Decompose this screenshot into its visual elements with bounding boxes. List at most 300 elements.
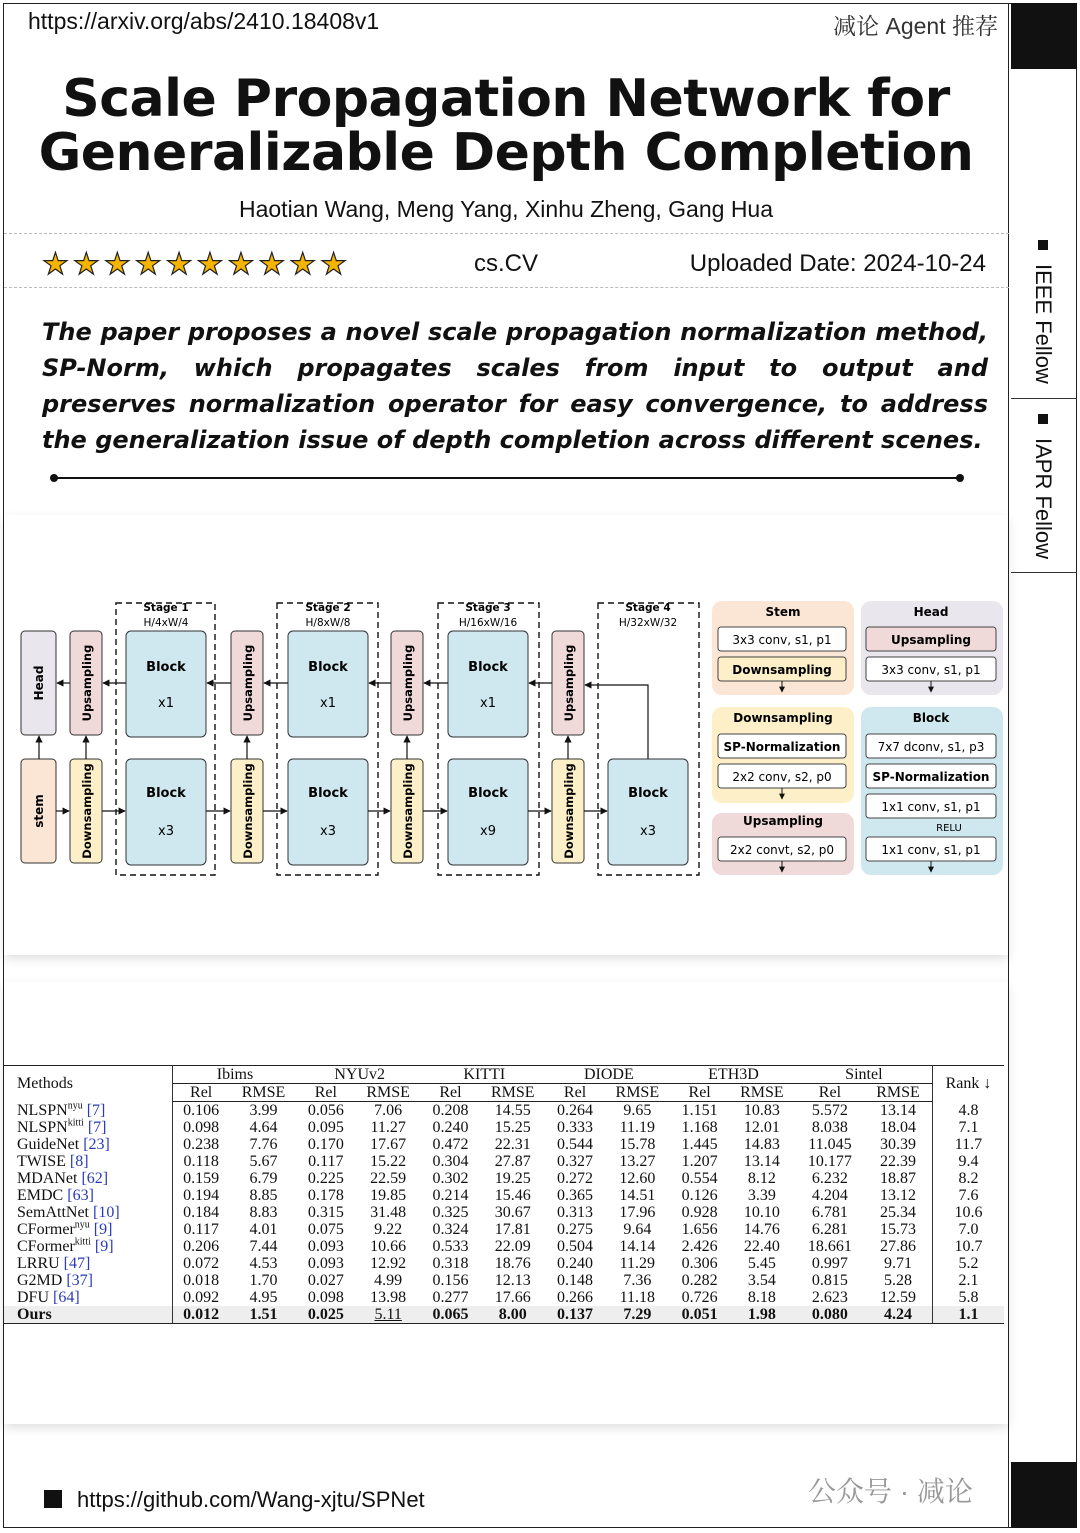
block-box: [608, 759, 688, 865]
value-cell: 0.240: [557, 1255, 594, 1272]
value-cell: 5.67: [249, 1153, 278, 1170]
value-cell: 0.206: [183, 1238, 220, 1255]
rank-cell: 4.8: [958, 1101, 979, 1119]
value-cell: 4.24: [864, 1306, 932, 1324]
side-tag-label: IAPR Fellow: [1031, 438, 1056, 560]
table-row: [4, 1170, 1004, 1187]
star-icon: ★: [196, 248, 224, 281]
value-cell: 0.184: [183, 1204, 220, 1221]
rank-cell: 8.2: [958, 1170, 979, 1187]
value-cell: 17.67: [370, 1136, 407, 1153]
value-cell: 1.51: [230, 1306, 298, 1324]
rank-header: Rank ↓: [932, 1066, 1004, 1102]
table-row: [4, 1153, 1004, 1170]
value-cell: 9.22: [374, 1221, 403, 1238]
block-mult: x3: [320, 824, 336, 839]
value-cell: 0.318: [432, 1255, 469, 1272]
value-cell: 13.98: [370, 1289, 407, 1306]
value-cell: 0.117: [308, 1153, 344, 1170]
stage-1-res: H/4xW/4: [143, 617, 189, 629]
value-cell: 3.54: [747, 1272, 776, 1289]
value-cell: 8.18: [747, 1289, 776, 1306]
legend-item-label: 3x3 conv, s1, p1: [732, 633, 832, 647]
stem-label: stem: [32, 794, 46, 828]
value-cell: 4.01: [249, 1221, 278, 1238]
value-cell: 22.40: [743, 1238, 780, 1255]
legend-item-label: 2x2 conv, s2, p0: [732, 770, 832, 784]
rank-cell: 10.7: [954, 1238, 983, 1255]
value-cell: 0.065: [422, 1306, 479, 1324]
value-cell: 12.01: [743, 1119, 780, 1136]
value-cell: 12.60: [619, 1170, 656, 1187]
legend-item-label: Downsampling: [732, 663, 832, 677]
value-cell: 0.018: [183, 1272, 220, 1289]
table-row: [4, 1102, 1004, 1120]
value-cell: 15.73: [864, 1221, 932, 1238]
rank-cell: 1.1: [932, 1306, 1004, 1324]
value-cell: 12.92: [370, 1255, 407, 1272]
value-cell: 14.83: [743, 1136, 780, 1153]
table-row: [4, 1255, 1004, 1272]
value-cell: 5.45: [747, 1255, 776, 1272]
value-cell: 4.53: [249, 1255, 278, 1272]
block-mult: x3: [640, 824, 656, 839]
value-cell: 0.554: [681, 1170, 718, 1187]
arxiv-url[interactable]: https://arxiv.org/abs/2410.18408v1: [28, 8, 380, 34]
dataset-header: KITTI: [422, 1066, 547, 1084]
method-cell: $NLSPN^{kitti}$ [7]: [4, 1119, 172, 1136]
value-cell: 7.36: [623, 1272, 652, 1289]
star-icon: ★: [103, 248, 131, 281]
block-box: [448, 759, 528, 865]
rank-cell: 5.2: [958, 1255, 979, 1272]
rank-cell: 2.1: [958, 1272, 979, 1289]
value-cell: 25.34: [864, 1204, 932, 1221]
table-row: [4, 1272, 1004, 1289]
metric-header: RMSE: [230, 1084, 298, 1102]
value-cell: 0.156: [432, 1272, 469, 1289]
value-cell: 6.79: [249, 1170, 278, 1187]
side-tag-ieee: [1030, 240, 1056, 384]
architecture-diagram: [4, 515, 1008, 955]
metric-header: Rel: [796, 1084, 864, 1102]
value-cell: 0.533: [432, 1238, 469, 1255]
value-cell: 6.232: [811, 1170, 848, 1187]
side-divider: [1011, 398, 1077, 399]
value-cell: 0.137: [547, 1306, 604, 1324]
value-cell: 0.159: [183, 1170, 220, 1187]
dataset-header: ETH3D: [671, 1066, 796, 1084]
rank-cell: 9.4: [958, 1153, 979, 1170]
downsampling-label: Downsampling: [241, 763, 255, 859]
metric-header: RMSE: [728, 1084, 796, 1102]
method-cell: $NLSPN^{nyu}$ [7]: [4, 1102, 172, 1120]
legend-downsampling-title: Downsampling: [733, 711, 833, 725]
value-cell: 0.365: [557, 1187, 594, 1204]
block-mult: x3: [158, 824, 174, 839]
value-cell: 1.168: [681, 1119, 718, 1136]
value-cell: 1.70: [249, 1272, 278, 1289]
value-cell: 0.327: [557, 1153, 594, 1170]
value-cell: 0.214: [432, 1187, 469, 1204]
stage-2-res: H/8xW/8: [305, 617, 351, 629]
value-cell: 0.333: [557, 1119, 594, 1136]
corner-block-top: [1011, 3, 1077, 69]
legend-item-label: 1x1 conv, s1, p1: [881, 843, 981, 857]
separator-dot: [956, 474, 964, 482]
value-cell: 0.997: [811, 1255, 848, 1272]
value-cell: 10.177: [807, 1153, 852, 1170]
divider: [4, 287, 1009, 288]
value-cell: 8.00: [479, 1306, 547, 1324]
stage-4-res: H/32xW/32: [618, 617, 678, 629]
stage-4-label: Stage 4: [625, 602, 671, 614]
value-cell: 1.445: [681, 1136, 718, 1153]
downsampling-label: Downsampling: [562, 763, 576, 859]
table-row: [4, 1136, 1004, 1153]
rank-cell: 7.1: [958, 1119, 979, 1136]
method-cell: TWISE [8]: [4, 1153, 172, 1170]
value-cell: 0.544: [557, 1136, 594, 1153]
rank-cell: 7.6: [958, 1187, 979, 1204]
value-cell: 4.204: [811, 1187, 848, 1204]
category-label: cs.CV: [474, 250, 539, 277]
value-cell: 3.99: [249, 1102, 278, 1119]
stage4-return-arrow: [585, 685, 648, 759]
value-cell: 3.39: [747, 1187, 776, 1204]
legend-item-label: 1x1 conv, s1, p1: [881, 800, 981, 814]
upsampling-label: Upsampling: [562, 644, 576, 722]
value-cell: 11.18: [619, 1289, 656, 1306]
value-cell: 30.67: [494, 1204, 531, 1221]
value-cell: 1.98: [728, 1306, 796, 1324]
block-mult: x1: [158, 696, 174, 711]
value-cell: 0.306: [681, 1255, 718, 1272]
value-cell: 0.282: [681, 1272, 718, 1289]
metric-header: Rel: [297, 1084, 354, 1102]
star-icon: ★: [72, 248, 100, 281]
value-cell: 4.64: [249, 1119, 278, 1136]
value-cell: 22.31: [494, 1136, 531, 1153]
value-cell: 13.12: [864, 1187, 932, 1204]
value-cell: 22.09: [494, 1238, 531, 1255]
value-cell: 8.038: [811, 1119, 848, 1136]
metric-header: Rel: [172, 1084, 230, 1102]
value-cell: 17.66: [494, 1289, 531, 1306]
value-cell: 0.106: [183, 1102, 220, 1119]
architecture-figure-panel: [4, 515, 1008, 955]
method-cell: CFormer$^{nyu}$ [9]: [4, 1221, 172, 1238]
method-cell: G2MD [37]: [4, 1272, 172, 1289]
star-icon: ★: [289, 248, 317, 281]
legend-item-label: SP-Normalization: [723, 740, 841, 754]
value-cell: 1.151: [681, 1102, 718, 1119]
square-bullet-icon: [44, 1490, 62, 1508]
value-cell: 0.302: [432, 1170, 469, 1187]
table-row: [4, 1238, 1004, 1255]
value-cell: 0.726: [681, 1289, 718, 1306]
value-cell: 14.14: [619, 1238, 656, 1255]
square-bullet-icon: [1038, 414, 1048, 424]
legend-head-title: Head: [913, 605, 949, 619]
value-cell: 0.238: [183, 1136, 220, 1153]
value-cell: 10.66: [370, 1238, 407, 1255]
value-cell: 12.59: [864, 1289, 932, 1306]
value-cell: 0.325: [432, 1204, 469, 1221]
dataset-header: DIODE: [547, 1066, 672, 1084]
rank-cell: 10.6: [954, 1204, 983, 1221]
value-cell: 1.207: [681, 1153, 718, 1170]
value-cell: 0.504: [557, 1238, 594, 1255]
value-cell: 0.272: [557, 1170, 594, 1187]
value-cell: 5.28: [864, 1272, 932, 1289]
separator-line: [54, 477, 961, 479]
legend-item-label: 7x7 dconv, s1, p3: [877, 740, 985, 754]
value-cell: 14.51: [619, 1187, 656, 1204]
table-row: [4, 1204, 1004, 1221]
value-cell: 6.281: [811, 1221, 848, 1238]
value-cell: 9.71: [864, 1255, 932, 1272]
value-cell: 0.056: [307, 1102, 344, 1119]
value-cell: 17.96: [619, 1204, 656, 1221]
value-cell: 0.080: [796, 1306, 864, 1324]
value-cell: 13.14: [864, 1102, 932, 1120]
value-cell: 0.092: [183, 1289, 220, 1306]
separator-dot: [50, 474, 58, 482]
value-cell: 9.65: [623, 1102, 652, 1119]
value-cell: 13.14: [743, 1153, 780, 1170]
table-row: [4, 1221, 1004, 1238]
methods-header: Methods: [4, 1066, 172, 1102]
star-icon: ★: [227, 248, 255, 281]
head-label: Head: [32, 665, 46, 701]
value-cell: 7.44: [249, 1238, 278, 1255]
value-cell: 11.27: [370, 1119, 406, 1136]
value-cell: 22.39: [864, 1153, 932, 1170]
value-cell: 5.11: [354, 1306, 422, 1324]
value-cell: 0.117: [183, 1221, 219, 1238]
value-cell: 9.64: [623, 1221, 652, 1238]
value-cell: 31.48: [370, 1204, 407, 1221]
corner-block-bottom: [1011, 1462, 1077, 1528]
star-icon: ★: [165, 248, 193, 281]
results-table: [4, 1065, 1004, 1324]
value-cell: 11.29: [619, 1255, 656, 1272]
value-cell: 0.815: [811, 1272, 848, 1289]
value-cell: 27.86: [864, 1238, 932, 1255]
paper-title: [0, 69, 1012, 183]
block-mult: x1: [480, 696, 496, 711]
value-cell: 0.095: [307, 1119, 344, 1136]
value-cell: 0.012: [172, 1306, 230, 1324]
side-tag-iapr: [1030, 414, 1056, 559]
value-cell: 0.264: [557, 1102, 594, 1119]
block-mult: x9: [480, 824, 496, 839]
block-label: Block: [146, 786, 186, 801]
value-cell: 10.83: [743, 1102, 780, 1119]
block-label: Block: [308, 786, 348, 801]
metric-header: RMSE: [864, 1084, 932, 1102]
star-icon: ★: [134, 248, 162, 281]
method-cell: MDANet [62]: [4, 1170, 172, 1187]
value-cell: 0.225: [307, 1170, 344, 1187]
legend-block-title: Block: [912, 711, 950, 725]
block-box: [288, 631, 368, 737]
value-cell: 0.472: [432, 1136, 469, 1153]
block-mult: x1: [320, 696, 336, 711]
dataset-header: Ibims: [172, 1066, 297, 1084]
dataset-header: NYUv2: [297, 1066, 422, 1084]
value-cell: 12.13: [494, 1272, 531, 1289]
value-cell: 27.87: [494, 1153, 531, 1170]
block-box: [126, 759, 206, 865]
github-link[interactable]: https://github.com/Wang-xjtu/SPNet: [77, 1487, 425, 1512]
stage-2-label: Stage 2: [305, 602, 351, 614]
value-cell: 0.315: [307, 1204, 344, 1221]
value-cell: 7.06: [374, 1102, 403, 1119]
block-box: [288, 759, 368, 865]
value-cell: 2.426: [681, 1238, 718, 1255]
metric-header: Rel: [422, 1084, 479, 1102]
rank-cell: 7.0: [958, 1221, 979, 1238]
value-cell: 13.27: [619, 1153, 656, 1170]
value-cell: 0.025: [297, 1306, 354, 1324]
value-cell: 0.051: [671, 1306, 728, 1324]
title-line-2: Generalizable Depth Completion: [38, 123, 974, 183]
value-cell: 0.266: [557, 1289, 594, 1306]
divider: [4, 233, 1009, 234]
value-cell: 14.55: [494, 1102, 531, 1119]
value-cell: 0.194: [183, 1187, 220, 1204]
legend-item-label: SP-Normalization: [872, 770, 990, 784]
value-cell: 0.118: [183, 1153, 219, 1170]
value-cell: 17.81: [494, 1221, 531, 1238]
value-cell: 18.87: [864, 1170, 932, 1187]
value-cell: 4.99: [374, 1272, 403, 1289]
method-cell: GuideNet [23]: [4, 1136, 172, 1153]
side-divider: [1011, 572, 1077, 573]
paper-summary: The paper proposes a novel scale propagation normalization method, SP-Norm, which propagates scales from input to output and preserves normalization operator for easy convergence, to address the generalization issue of depth completion across different scenes.: [42, 318, 988, 454]
value-cell: 8.12: [747, 1170, 776, 1187]
value-cell: 0.027: [307, 1272, 344, 1289]
value-cell: 15.22: [370, 1153, 407, 1170]
downsampling-label: Downsampling: [401, 763, 415, 859]
table-row: [4, 1306, 1004, 1324]
value-cell: 0.324: [432, 1221, 469, 1238]
agent-label: 减论 Agent 推荐: [833, 13, 998, 39]
upsampling-label: Upsampling: [80, 644, 94, 722]
value-cell: 0.170: [307, 1136, 344, 1153]
value-cell: 0.313: [557, 1204, 594, 1221]
star-icon: ★: [258, 248, 286, 281]
value-cell: 14.76: [743, 1221, 780, 1238]
block-label: Block: [146, 660, 186, 675]
upsampling-label: Upsampling: [401, 644, 415, 722]
value-cell: 1.656: [681, 1221, 718, 1238]
value-cell: 30.39: [864, 1136, 932, 1153]
value-cell: 10.10: [743, 1204, 780, 1221]
metric-header: RMSE: [479, 1084, 547, 1102]
value-cell: 0.928: [681, 1204, 718, 1221]
method-cell: Ours: [4, 1306, 172, 1324]
value-cell: 0.075: [307, 1221, 344, 1238]
watermark: 公众号 · 减论: [808, 1476, 973, 1507]
value-cell: 19.85: [370, 1187, 407, 1204]
legend-item-label: 2x2 convt, s2, p0: [730, 843, 834, 857]
block-label: Block: [308, 660, 348, 675]
value-cell: 7.29: [603, 1306, 671, 1324]
value-cell: 0.093: [307, 1255, 344, 1272]
rank-cell: 11.7: [954, 1136, 983, 1153]
value-cell: 22.59: [370, 1170, 407, 1187]
value-cell: 0.275: [557, 1221, 594, 1238]
value-cell: 2.623: [811, 1289, 848, 1306]
value-cell: 18.661: [807, 1238, 852, 1255]
legend-item-label: 3x3 conv, s1, p1: [881, 663, 981, 677]
metric-header: Rel: [547, 1084, 604, 1102]
legend-item-label: Upsampling: [890, 633, 972, 647]
side-tag-label: IEEE Fellow: [1031, 264, 1056, 384]
value-cell: 8.85: [249, 1187, 278, 1204]
legend-item-label: RELU: [936, 823, 962, 834]
value-cell: 11.045: [808, 1136, 852, 1153]
downsampling-label: Downsampling: [80, 763, 94, 859]
value-cell: 0.126: [681, 1187, 718, 1204]
method-cell: EMDC [63]: [4, 1187, 172, 1204]
metric-header: RMSE: [603, 1084, 671, 1102]
value-cell: 7.76: [249, 1136, 278, 1153]
value-cell: 15.25: [494, 1119, 531, 1136]
legend-stem-title: Stem: [765, 605, 801, 619]
metric-header: Rel: [671, 1084, 728, 1102]
rating-stars: [42, 250, 347, 280]
table-row: [4, 1289, 1004, 1306]
value-cell: 18.76: [494, 1255, 531, 1272]
value-cell: 0.098: [183, 1119, 220, 1136]
upsampling-label: Upsampling: [241, 644, 255, 722]
dataset-header: Sintel: [796, 1066, 933, 1084]
star-icon: ★: [42, 248, 69, 281]
title-line-1: Scale Propagation Network for: [62, 69, 950, 129]
value-cell: 0.072: [183, 1255, 220, 1272]
upload-date: Uploaded Date: 2024-10-24: [689, 250, 986, 277]
value-cell: 8.83: [249, 1204, 278, 1221]
value-cell: 0.304: [432, 1153, 469, 1170]
value-cell: 19.25: [494, 1170, 531, 1187]
block-box: [448, 631, 528, 737]
value-cell: 15.78: [619, 1136, 656, 1153]
value-cell: 0.178: [307, 1187, 344, 1204]
value-cell: 0.277: [432, 1289, 469, 1306]
stage-3-label: Stage 3: [465, 602, 511, 614]
value-cell: 0.240: [432, 1119, 469, 1136]
value-cell: 0.208: [432, 1102, 469, 1119]
value-cell: 4.95: [249, 1289, 278, 1306]
value-cell: 15.46: [494, 1187, 531, 1204]
method-cell: DFU [64]: [4, 1289, 172, 1306]
block-label: Block: [468, 660, 508, 675]
table-row: [4, 1187, 1004, 1204]
method-cell: CFormer$^{kitti}$ [9]: [4, 1238, 172, 1255]
method-cell: LRRU [47]: [4, 1255, 172, 1272]
table-row: [4, 1119, 1004, 1136]
star-icon: ★: [320, 248, 348, 281]
rank-cell: 5.8: [958, 1289, 979, 1306]
side-column: [1009, 3, 1077, 1528]
metric-header: RMSE: [354, 1084, 422, 1102]
value-cell: 5.572: [811, 1102, 848, 1119]
value-cell: 6.781: [811, 1204, 848, 1221]
